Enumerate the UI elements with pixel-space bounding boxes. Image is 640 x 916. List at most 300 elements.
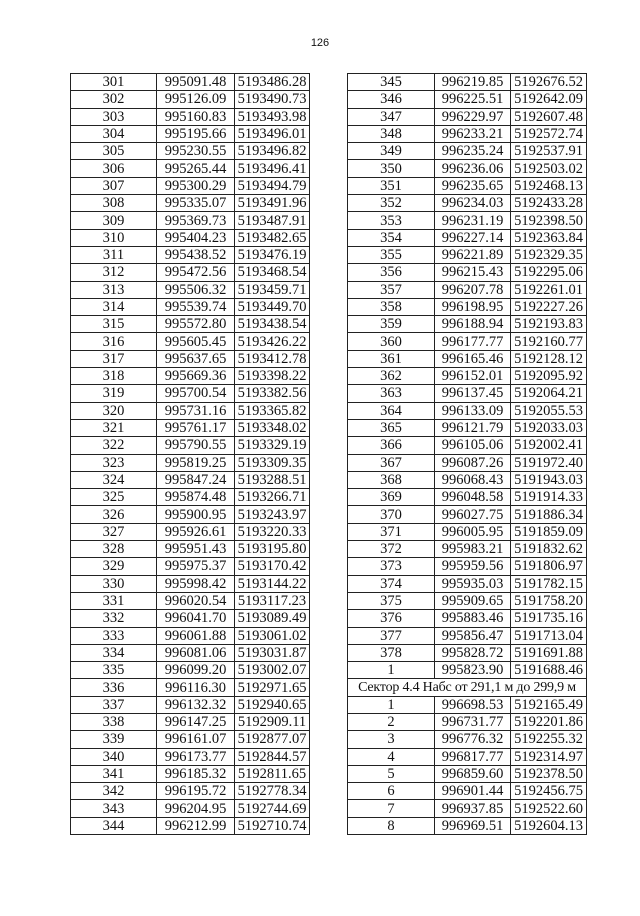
x-coordinate: 995265.44 (157, 160, 235, 177)
x-coordinate: 996817.77 (435, 748, 511, 765)
table-row (348, 350, 587, 367)
table-row (71, 298, 310, 315)
point-number: 325 (71, 489, 157, 506)
table-row (348, 402, 587, 419)
x-coordinate: 996061.88 (157, 627, 235, 644)
y-coordinate: 5193117.23 (235, 592, 310, 609)
table-row (348, 817, 587, 834)
point-number: 306 (71, 160, 157, 177)
point-number: 307 (71, 177, 157, 194)
table-row (348, 333, 587, 350)
x-coordinate: 995926.61 (157, 523, 235, 540)
point-number: 373 (348, 558, 435, 575)
x-coordinate: 996105.06 (435, 437, 511, 454)
point-number: 362 (348, 368, 435, 385)
point-number: 301 (71, 74, 157, 91)
point-number: 374 (348, 575, 435, 592)
x-coordinate: 995605.45 (157, 333, 235, 350)
point-number: 361 (348, 350, 435, 367)
y-coordinate: 5191886.34 (511, 506, 587, 523)
x-coordinate: 996212.99 (157, 817, 235, 834)
point-number: 329 (71, 558, 157, 575)
y-coordinate: 5192095.92 (511, 368, 587, 385)
table-row (71, 437, 310, 454)
table-row (71, 523, 310, 540)
coordinates-table-right (347, 73, 587, 835)
y-coordinate: 5191859.09 (511, 523, 587, 540)
x-coordinate: 996215.43 (435, 264, 511, 281)
x-coordinate: 995404.23 (157, 229, 235, 246)
y-coordinate: 5191735.16 (511, 610, 587, 627)
point-number: 335 (71, 662, 157, 679)
x-coordinate: 996041.70 (157, 610, 235, 627)
y-coordinate: 5192227.26 (511, 298, 587, 315)
point-number: 367 (348, 454, 435, 471)
table-row (71, 212, 310, 229)
point-number: 323 (71, 454, 157, 471)
table-row (348, 160, 587, 177)
x-coordinate: 995900.95 (157, 506, 235, 523)
x-coordinate: 996235.24 (435, 143, 511, 160)
table-row (348, 592, 587, 609)
x-coordinate: 996221.89 (435, 246, 511, 263)
y-coordinate: 5192314.97 (511, 748, 587, 765)
y-coordinate: 5193449.70 (235, 298, 310, 315)
point-number: 302 (71, 91, 157, 108)
point-number: 322 (71, 437, 157, 454)
point-number: 304 (71, 125, 157, 142)
point-number: 318 (71, 368, 157, 385)
point-number: 309 (71, 212, 157, 229)
y-coordinate: 5192033.03 (511, 419, 587, 436)
y-coordinate: 5193486.28 (235, 74, 310, 91)
point-number: 305 (71, 143, 157, 160)
x-coordinate: 995126.09 (157, 91, 235, 108)
point-number: 360 (348, 333, 435, 350)
table-row (348, 489, 587, 506)
x-coordinate: 995160.83 (157, 108, 235, 125)
y-coordinate: 5193493.98 (235, 108, 310, 125)
x-coordinate: 996087.26 (435, 454, 511, 471)
point-number: 321 (71, 419, 157, 436)
x-coordinate: 995819.25 (157, 454, 235, 471)
point-number: 312 (71, 264, 157, 281)
point-number: 308 (71, 195, 157, 212)
point-number: 376 (348, 610, 435, 627)
x-coordinate: 996188.94 (435, 316, 511, 333)
point-number: 369 (348, 489, 435, 506)
y-coordinate: 5192329.35 (511, 246, 587, 263)
x-coordinate: 996137.45 (435, 385, 511, 402)
x-coordinate: 995935.03 (435, 575, 511, 592)
y-coordinate: 5192201.86 (511, 713, 587, 730)
point-number: 319 (71, 385, 157, 402)
point-number: 330 (71, 575, 157, 592)
table-row (348, 506, 587, 523)
point-number: 310 (71, 229, 157, 246)
y-coordinate: 5191914.33 (511, 489, 587, 506)
x-coordinate: 996776.32 (435, 731, 511, 748)
x-coordinate: 996937.85 (435, 800, 511, 817)
table-row (348, 108, 587, 125)
x-coordinate: 996225.51 (435, 91, 511, 108)
point-number: 368 (348, 471, 435, 488)
point-number: 342 (71, 783, 157, 800)
table-row (348, 437, 587, 454)
y-coordinate: 5191832.62 (511, 541, 587, 558)
table-row (71, 541, 310, 558)
table-row (348, 748, 587, 765)
table-row (71, 125, 310, 142)
point-number: 7 (348, 800, 435, 817)
point-number: 349 (348, 143, 435, 160)
y-coordinate: 5193243.97 (235, 506, 310, 523)
x-coordinate: 996901.44 (435, 783, 511, 800)
y-coordinate: 5193476.19 (235, 246, 310, 263)
x-coordinate: 995874.48 (157, 489, 235, 506)
table-row (71, 558, 310, 575)
y-coordinate: 5191972.40 (511, 454, 587, 471)
x-coordinate: 996227.14 (435, 229, 511, 246)
y-coordinate: 5193266.71 (235, 489, 310, 506)
table-row (71, 160, 310, 177)
x-coordinate: 996204.95 (157, 800, 235, 817)
x-coordinate: 996173.77 (157, 748, 235, 765)
x-coordinate: 995856.47 (435, 627, 511, 644)
x-coordinate: 995975.37 (157, 558, 235, 575)
y-coordinate: 5191691.88 (511, 644, 587, 661)
table-row (71, 731, 310, 748)
x-coordinate: 995369.73 (157, 212, 235, 229)
y-coordinate: 5192468.13 (511, 177, 587, 194)
coordinates-table-left (70, 73, 310, 835)
point-number: 358 (348, 298, 435, 315)
point-number: 340 (71, 748, 157, 765)
y-coordinate: 5192971.65 (235, 679, 310, 696)
x-coordinate: 995700.54 (157, 385, 235, 402)
x-coordinate: 996048.58 (435, 489, 511, 506)
point-number: 359 (348, 316, 435, 333)
y-coordinate: 5193061.02 (235, 627, 310, 644)
y-coordinate: 5193491.96 (235, 195, 310, 212)
x-coordinate: 996177.77 (435, 333, 511, 350)
table-row (71, 713, 310, 730)
y-coordinate: 5192607.48 (511, 108, 587, 125)
y-coordinate: 5192503.02 (511, 160, 587, 177)
point-number: 326 (71, 506, 157, 523)
table-row (71, 74, 310, 91)
y-coordinate: 5192710.74 (235, 817, 310, 834)
x-coordinate: 995472.56 (157, 264, 235, 281)
table-row (348, 316, 587, 333)
x-coordinate: 995847.24 (157, 471, 235, 488)
y-coordinate: 5192165.49 (511, 696, 587, 713)
x-coordinate: 996235.65 (435, 177, 511, 194)
point-number: 8 (348, 817, 435, 834)
table-row (71, 644, 310, 661)
table-row (71, 800, 310, 817)
page-number: 126 (310, 37, 330, 49)
point-number: 357 (348, 281, 435, 298)
point-number: 377 (348, 627, 435, 644)
y-coordinate: 5193170.42 (235, 558, 310, 575)
x-coordinate: 996731.77 (435, 713, 511, 730)
x-coordinate: 995091.48 (157, 74, 235, 91)
table-row (71, 368, 310, 385)
table-row (348, 610, 587, 627)
point-number: 332 (71, 610, 157, 627)
table-row (348, 800, 587, 817)
point-number: 356 (348, 264, 435, 281)
point-number: 311 (71, 246, 157, 263)
table-row (348, 229, 587, 246)
point-number: 371 (348, 523, 435, 540)
y-coordinate: 5192522.60 (511, 800, 587, 817)
x-coordinate: 995998.42 (157, 575, 235, 592)
y-coordinate: 5193426.22 (235, 333, 310, 350)
x-coordinate: 996161.07 (157, 731, 235, 748)
point-number: 372 (348, 541, 435, 558)
y-coordinate: 5192778.34 (235, 783, 310, 800)
table-row (71, 506, 310, 523)
y-coordinate: 5193348.02 (235, 419, 310, 436)
y-coordinate: 5192940.65 (235, 696, 310, 713)
point-number: 366 (348, 437, 435, 454)
point-number: 346 (348, 91, 435, 108)
table-row (348, 143, 587, 160)
y-coordinate: 5192744.69 (235, 800, 310, 817)
y-coordinate: 5192537.91 (511, 143, 587, 160)
point-number: 363 (348, 385, 435, 402)
table-row (348, 177, 587, 194)
table-row (71, 817, 310, 834)
table-row (71, 316, 310, 333)
point-number: 347 (348, 108, 435, 125)
y-coordinate: 5193144.22 (235, 575, 310, 592)
x-coordinate: 996005.95 (435, 523, 511, 540)
y-coordinate: 5192572.74 (511, 125, 587, 142)
x-coordinate: 995828.72 (435, 644, 511, 661)
y-coordinate: 5193220.33 (235, 523, 310, 540)
table-row (348, 298, 587, 315)
table-row (348, 385, 587, 402)
y-coordinate: 5192433.28 (511, 195, 587, 212)
point-number: 344 (71, 817, 157, 834)
y-coordinate: 5192064.21 (511, 385, 587, 402)
x-coordinate: 995572.80 (157, 316, 235, 333)
point-number: 1 (348, 662, 435, 679)
table-row (71, 177, 310, 194)
y-coordinate: 5192811.65 (235, 765, 310, 782)
point-number: 352 (348, 195, 435, 212)
y-coordinate: 5191713.04 (511, 627, 587, 644)
y-coordinate: 5192255.32 (511, 731, 587, 748)
point-number: 338 (71, 713, 157, 730)
x-coordinate: 995790.55 (157, 437, 235, 454)
y-coordinate: 5193288.51 (235, 471, 310, 488)
x-coordinate: 995951.43 (157, 541, 235, 558)
y-coordinate: 5192909.11 (235, 713, 310, 730)
point-number: 320 (71, 402, 157, 419)
table-row (348, 541, 587, 558)
table-row (348, 471, 587, 488)
y-coordinate: 5193482.65 (235, 229, 310, 246)
point-number: 317 (71, 350, 157, 367)
x-coordinate: 995230.55 (157, 143, 235, 160)
x-coordinate: 996133.09 (435, 402, 511, 419)
table-row (348, 644, 587, 661)
y-coordinate: 5193487.91 (235, 212, 310, 229)
table-row (71, 350, 310, 367)
y-coordinate: 5193365.82 (235, 402, 310, 419)
point-number: 334 (71, 644, 157, 661)
x-coordinate: 996195.72 (157, 783, 235, 800)
point-number: 316 (71, 333, 157, 350)
y-coordinate: 5191688.46 (511, 662, 587, 679)
table-row (71, 281, 310, 298)
x-coordinate: 995539.74 (157, 298, 235, 315)
table-row (71, 627, 310, 644)
x-coordinate: 995335.07 (157, 195, 235, 212)
y-coordinate: 5193468.54 (235, 264, 310, 281)
x-coordinate: 996859.60 (435, 765, 511, 782)
x-coordinate: 995637.65 (157, 350, 235, 367)
y-coordinate: 5193490.73 (235, 91, 310, 108)
table-row (71, 264, 310, 281)
point-number: 341 (71, 765, 157, 782)
y-coordinate: 5191758.20 (511, 592, 587, 609)
x-coordinate: 996219.85 (435, 74, 511, 91)
table-row (71, 108, 310, 125)
y-coordinate: 5193089.49 (235, 610, 310, 627)
x-coordinate: 995959.56 (435, 558, 511, 575)
table-row (348, 281, 587, 298)
table-row (348, 419, 587, 436)
table-row (71, 610, 310, 627)
x-coordinate: 995823.90 (435, 662, 511, 679)
point-number: 1 (348, 696, 435, 713)
table-row (348, 91, 587, 108)
point-number: 350 (348, 160, 435, 177)
x-coordinate: 995983.21 (435, 541, 511, 558)
point-number: 5 (348, 765, 435, 782)
x-coordinate: 996132.32 (157, 696, 235, 713)
point-number: 303 (71, 108, 157, 125)
point-number: 370 (348, 506, 435, 523)
point-number: 2 (348, 713, 435, 730)
y-coordinate: 5192295.06 (511, 264, 587, 281)
x-coordinate: 995300.29 (157, 177, 235, 194)
y-coordinate: 5192160.77 (511, 333, 587, 350)
point-number: 6 (348, 783, 435, 800)
table-row (348, 125, 587, 142)
table-row (71, 91, 310, 108)
y-coordinate: 5193412.78 (235, 350, 310, 367)
y-coordinate: 5193309.35 (235, 454, 310, 471)
y-coordinate: 5192398.50 (511, 212, 587, 229)
point-number: 3 (348, 731, 435, 748)
table-row (71, 195, 310, 212)
point-number: 337 (71, 696, 157, 713)
table-row (71, 471, 310, 488)
y-coordinate: 5193398.22 (235, 368, 310, 385)
table-row (71, 402, 310, 419)
y-coordinate: 5193496.41 (235, 160, 310, 177)
point-number: 336 (71, 679, 157, 696)
table-row (348, 627, 587, 644)
point-number: 327 (71, 523, 157, 540)
table-row (348, 264, 587, 281)
x-coordinate: 995761.17 (157, 419, 235, 436)
point-number: 4 (348, 748, 435, 765)
table-row (348, 454, 587, 471)
x-coordinate: 996231.19 (435, 212, 511, 229)
table-row (348, 212, 587, 229)
x-coordinate: 996147.25 (157, 713, 235, 730)
section-header-row (348, 679, 587, 696)
table-row (71, 765, 310, 782)
y-coordinate: 5192363.84 (511, 229, 587, 246)
table-row (348, 246, 587, 263)
point-number: 315 (71, 316, 157, 333)
x-coordinate: 996081.06 (157, 644, 235, 661)
point-number: 378 (348, 644, 435, 661)
point-number: 343 (71, 800, 157, 817)
table-row (71, 454, 310, 471)
point-number: 351 (348, 177, 435, 194)
x-coordinate: 996236.06 (435, 160, 511, 177)
table-row (71, 385, 310, 402)
table-row (348, 662, 587, 679)
y-coordinate: 5191806.97 (511, 558, 587, 575)
y-coordinate: 5192002.41 (511, 437, 587, 454)
y-coordinate: 5193438.54 (235, 316, 310, 333)
x-coordinate: 995731.16 (157, 402, 235, 419)
point-number: 345 (348, 74, 435, 91)
x-coordinate: 996233.21 (435, 125, 511, 142)
point-number: 339 (71, 731, 157, 748)
y-coordinate: 5192128.12 (511, 350, 587, 367)
y-coordinate: 5193329.19 (235, 437, 310, 454)
x-coordinate: 995506.32 (157, 281, 235, 298)
table-row (71, 419, 310, 436)
x-coordinate: 996229.97 (435, 108, 511, 125)
point-number: 328 (71, 541, 157, 558)
x-coordinate: 996165.46 (435, 350, 511, 367)
y-coordinate: 5191943.03 (511, 471, 587, 488)
table-row (348, 558, 587, 575)
table-row (71, 592, 310, 609)
table-row (71, 489, 310, 506)
table-row (71, 748, 310, 765)
x-coordinate: 996969.51 (435, 817, 511, 834)
x-coordinate: 996020.54 (157, 592, 235, 609)
table-row (348, 713, 587, 730)
point-number: 365 (348, 419, 435, 436)
x-coordinate: 996068.43 (435, 471, 511, 488)
x-coordinate: 996198.95 (435, 298, 511, 315)
table-row (71, 246, 310, 263)
table-row (348, 195, 587, 212)
y-coordinate: 5192604.13 (511, 817, 587, 834)
x-coordinate: 995669.36 (157, 368, 235, 385)
table-row (71, 696, 310, 713)
y-coordinate: 5193031.87 (235, 644, 310, 661)
table-row (348, 368, 587, 385)
point-number: 353 (348, 212, 435, 229)
table-row (71, 575, 310, 592)
table-row (71, 679, 310, 696)
